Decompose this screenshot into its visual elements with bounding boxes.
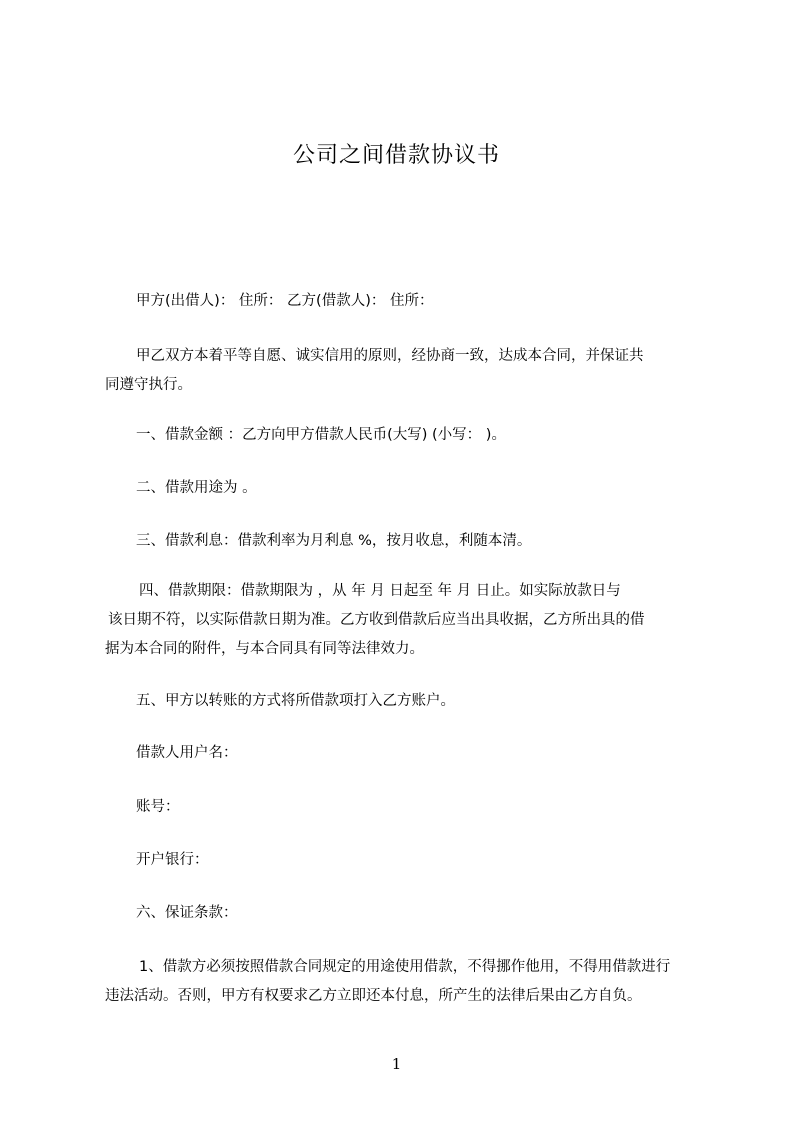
clause-4-loan-term [105,577,710,664]
clause-5-transfer: 五、甲方以转账的方式将所借款项打入乙方账户。 [136,693,455,709]
clause-3-loan-interest: 三、借款利息：借款利率为月利息 %，按月收息，利随本清。 [136,533,532,549]
parties-line: 甲方(出借人)： 住所： 乙方(借款人)： 住所： [136,293,434,309]
clause-2-loan-purpose: 二、借款用途为 。 [136,480,257,496]
clause-6-item-1 [105,953,710,1011]
clause-1-loan-amount: 一、借款金额 ：乙方向甲方借款人民币(大写) (小写： )。 [136,427,506,443]
preamble-line: 甲乙双方本着平等自愿、诚实信用的原则，经协商一致，达成本合同，并保证共 [136,348,644,364]
bank-field: 开户银行： [136,852,209,868]
clause-4-line: 四、借款期限：借款期限为 ，从 年 月 日起至 年 月 日止。如实际放款日与 [139,583,621,599]
clause-6-item-1-line: 违法活动。否则，甲方有权要求乙方立即还本付息，所产生的法律后果由乙方自负。 [105,988,642,1004]
clause-6-item-1-line: 1、借款方必须按照借款合同规定的用途使用借款，不得挪作他用，不得用借款进行 [139,959,671,975]
preamble-paragraph [105,342,710,400]
clause-4-line: 该日期不符，以实际借款日期为准。乙方收到借款后应当出具收据，乙方所出具的借 [108,612,645,628]
account-number-field: 账号： [136,799,180,815]
clause-6-guarantee: 六、保证条款： [136,905,238,921]
account-name-field: 借款人用户名： [136,745,238,761]
preamble-line: 同遵守执行。 [105,377,192,393]
page-number: 1 [391,1055,402,1073]
document-title: 公司之间借款协议书 [292,143,500,168]
clause-4-line: 据为本合同的附件，与本合同具有同等法律效力。 [105,641,424,657]
